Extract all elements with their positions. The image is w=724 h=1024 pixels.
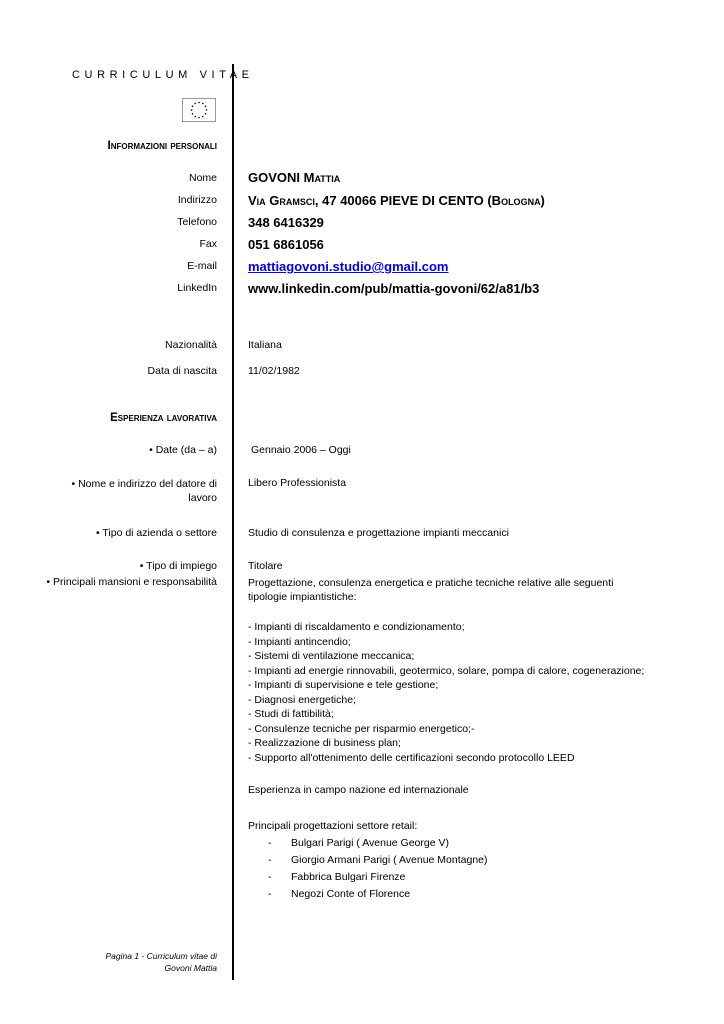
label-telefono: Telefono bbox=[177, 216, 217, 228]
list-item bbox=[248, 869, 488, 886]
value-esperienza: Esperienza in campo nazione ed internazionale bbox=[248, 784, 469, 796]
list-item: - Consulenze tecniche per risparmio energetico;- bbox=[248, 722, 475, 735]
list-dash: - bbox=[268, 888, 272, 900]
section-personal-info: Informazioni personali bbox=[107, 140, 217, 152]
label-email: E-mail bbox=[187, 260, 217, 272]
list-item: - Impianti di riscaldamento e condizionamento; bbox=[248, 621, 465, 633]
list-item: - Impianti di supervisione e tele gestione; bbox=[248, 679, 439, 691]
value-datore: Libero Professionista bbox=[248, 477, 347, 489]
label-linkedin: LinkedIn bbox=[177, 282, 217, 294]
value-telefono: 348 6416329 bbox=[248, 215, 324, 230]
list-item: - Diagnosi energetiche; bbox=[248, 693, 356, 706]
label-nascita: Data di nascita bbox=[147, 365, 217, 377]
value-fax: 051 6861056 bbox=[248, 237, 324, 252]
mansioni-list bbox=[248, 620, 644, 765]
list-item: - Impianti ad energie rinnovabili, geotermico, solare, pompa di calore, cogenerazione; bbox=[248, 664, 645, 677]
value-impiego: Titolare bbox=[248, 560, 283, 572]
value-nome: GOVONI Mattia bbox=[248, 170, 341, 185]
email-link[interactable]: mattiagovoni.studio@gmail.com bbox=[248, 259, 449, 274]
label-fax: Fax bbox=[199, 238, 217, 250]
retail-projects bbox=[248, 818, 488, 903]
label-impiego: • Tipo di impiego bbox=[139, 560, 217, 572]
value-indirizzo: Via Gramsci, 47 40066 PIEVE DI CENTO (Bologna) bbox=[248, 193, 545, 208]
value-azienda: Studio di consulenza e progettazione impianti meccanici bbox=[248, 527, 509, 539]
label-date: • Date (da – a) bbox=[149, 444, 217, 456]
vertical-divider bbox=[232, 64, 234, 980]
label-nazionalita: Nazionalità bbox=[165, 339, 217, 351]
footer-line: Pagina 1 - Curriculum vitae di bbox=[105, 951, 217, 961]
list-item: - Sistemi di ventilazione meccanica; bbox=[248, 650, 415, 662]
retail-item: Giorgio Armani Parigi ( Avenue Montagne) bbox=[291, 854, 488, 866]
list-item: - Studi di fattibilità; bbox=[248, 708, 334, 720]
list-item: - Impianti antincendio; bbox=[248, 635, 351, 648]
value-linkedin: www.linkedin.com/pub/mattia-govoni/62/a81/b3 bbox=[248, 281, 540, 296]
list-dash: - bbox=[268, 871, 272, 883]
retail-item: Fabbrica Bulgari Firenze bbox=[291, 871, 406, 883]
list-dash: - bbox=[268, 837, 272, 849]
eu-flag-icon bbox=[182, 98, 216, 122]
list-item bbox=[248, 886, 488, 903]
list-item bbox=[248, 852, 488, 869]
value-nascita: 11/02/1982 bbox=[248, 365, 300, 377]
list-item bbox=[248, 835, 488, 852]
list-item: - Supporto all'ottenimento delle certificazioni secondo protocollo LEED bbox=[248, 751, 575, 764]
value-mansioni-intro: Progettazione, consulenza energetica e pratiche tecniche relative alle seguenti tipologie impiantistiche: bbox=[248, 577, 614, 603]
label-azienda: • Tipo di azienda o settore bbox=[95, 527, 217, 539]
label-nome: Nome bbox=[188, 172, 217, 184]
list-item: - Realizzazione di business plan; bbox=[248, 737, 401, 749]
retail-item: Bulgari Parigi ( Avenue George V) bbox=[291, 837, 449, 849]
label-datore: • Nome e indirizzo del datore di lavoro bbox=[71, 478, 217, 504]
page-footer bbox=[106, 950, 218, 974]
list-dash: - bbox=[268, 854, 272, 866]
retail-title: Principali progettazioni settore retail: bbox=[248, 820, 418, 832]
document-title: CURRICULUM VITAE bbox=[72, 69, 254, 81]
value-nazionalita: Italiana bbox=[248, 339, 282, 351]
label-mansioni: • Principali mansioni e responsabilità bbox=[46, 576, 217, 588]
retail-item: Negozi Conte of Florence bbox=[291, 888, 411, 900]
value-date: Gennaio 2006 – Oggi bbox=[251, 444, 351, 456]
footer-line: Govoni Mattia bbox=[164, 963, 217, 973]
section-experience: Esperienza lavorativa bbox=[110, 412, 217, 424]
label-indirizzo: Indirizzo bbox=[177, 194, 217, 206]
